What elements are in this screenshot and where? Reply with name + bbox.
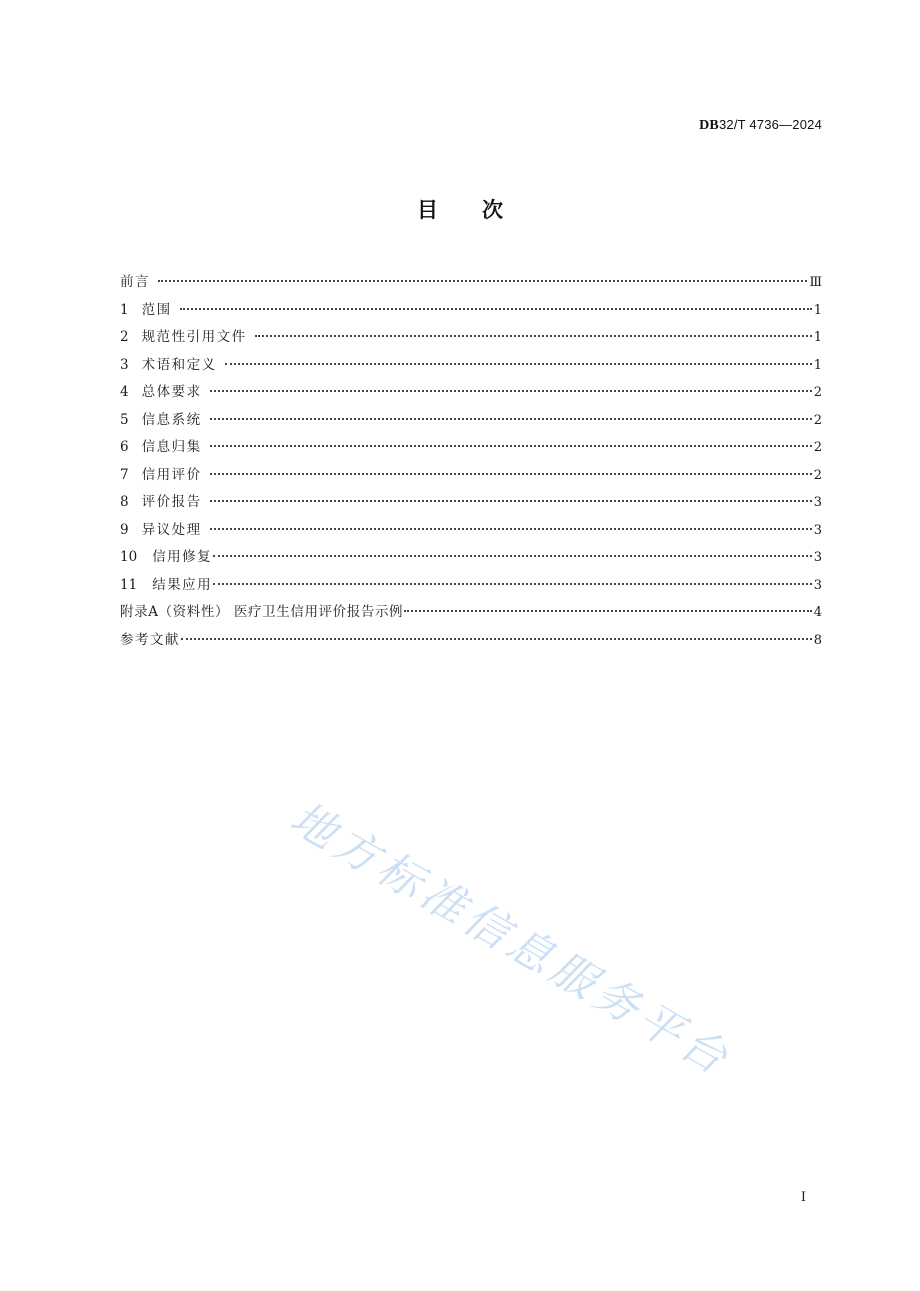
- table-of-contents: [120, 271, 822, 656]
- toc-entry-evaluation-report[interactable]: [120, 491, 822, 519]
- toc-entry-terms[interactable]: [120, 354, 822, 382]
- toc-leader-dots: [404, 610, 812, 612]
- toc-entry-number: 4: [120, 384, 129, 400]
- toc-leader-dots: [213, 583, 812, 585]
- toc-leader-dots: [210, 500, 812, 502]
- toc-entry-label: 11 结果应用: [120, 574, 212, 596]
- standard-code-prefix: DB: [699, 118, 719, 133]
- toc-leader-dots: [210, 473, 812, 475]
- toc-entry-label: 10 信用修复: [120, 546, 212, 568]
- toc-entry-normative-references[interactable]: [120, 326, 822, 354]
- toc-leader-dots: [255, 335, 812, 337]
- toc-entry-information-collection[interactable]: [120, 436, 822, 464]
- toc-leader-dots: [158, 280, 807, 282]
- toc-leader-dots: [210, 528, 812, 530]
- toc-entry-label: 5 信息系统: [120, 409, 202, 431]
- toc-leader-dots: [225, 363, 812, 365]
- toc-entry-label: 参考文献: [120, 631, 180, 648]
- toc-leader-dots: [210, 418, 812, 420]
- toc-entry-result-application[interactable]: [120, 574, 822, 602]
- toc-entry-credit-repair[interactable]: [120, 546, 822, 574]
- toc-entry-objection-handling[interactable]: [120, 519, 822, 547]
- toc-page-number: 8: [813, 632, 822, 648]
- toc-page-number: Ⅲ: [809, 275, 822, 290]
- toc-entry-label: 前言: [120, 274, 150, 290]
- toc-entry-number: 8: [120, 494, 129, 510]
- toc-entry-number: 3: [120, 356, 129, 373]
- toc-page-number: 1: [813, 302, 822, 318]
- toc-entry-number: 9: [120, 521, 129, 538]
- toc-leader-dots: [213, 555, 812, 557]
- toc-entry-label: 9 异议处理: [120, 519, 202, 541]
- toc-entry-appendix-a[interactable]: [120, 601, 822, 629]
- toc-page-number: 3: [813, 550, 822, 565]
- toc-leader-dots: [210, 445, 812, 447]
- toc-page-number: 1: [813, 357, 822, 373]
- page-number: I: [800, 1190, 806, 1205]
- toc-entry-label: 6 信息归集: [120, 436, 202, 458]
- toc-page-number: 1: [813, 330, 822, 345]
- toc-page-number: 2: [813, 412, 822, 428]
- toc-entry-number: 1: [120, 301, 129, 318]
- toc-entry-number: 6: [120, 439, 129, 455]
- toc-entry-scope[interactable]: [120, 299, 822, 327]
- toc-entry-credit-evaluation[interactable]: [120, 464, 822, 492]
- toc-leader-dots: [181, 638, 812, 640]
- toc-entry-label: 7 信用评价: [120, 464, 202, 486]
- toc-entry-foreword[interactable]: [120, 271, 822, 299]
- toc-leader-dots: [180, 308, 812, 310]
- toc-entry-number: 11: [120, 576, 138, 593]
- watermark: 地方标准信息服务平台: [281, 792, 741, 1087]
- toc-entry-number: 7: [120, 466, 129, 483]
- toc-entry-number: 10: [120, 549, 138, 565]
- toc-entry-label: 1 范围: [120, 299, 172, 321]
- toc-entry-label: 3 术语和定义: [120, 354, 217, 376]
- toc-page-number: 3: [813, 577, 822, 593]
- toc-title: 目次: [417, 198, 547, 222]
- standard-code: [699, 117, 822, 134]
- toc-page-number: 2: [813, 467, 822, 483]
- toc-page-number: 2: [813, 385, 822, 400]
- toc-page-number: 2: [813, 440, 822, 455]
- toc-entry-information-system[interactable]: [120, 409, 822, 437]
- toc-leader-dots: [210, 390, 812, 392]
- toc-entry-number: 5: [120, 411, 129, 428]
- toc-entry-label: 4 总体要求: [120, 381, 202, 403]
- toc-entry-general-requirements[interactable]: [120, 381, 822, 409]
- toc-entry-bibliography[interactable]: [120, 629, 822, 657]
- toc-page-number: 4: [813, 605, 822, 620]
- toc-entry-label: 附录A（资料性） 医疗卫生信用评价报告示例: [120, 604, 404, 620]
- toc-entry-label: 2 规范性引用文件: [120, 326, 247, 348]
- toc-entry-number: 2: [120, 329, 129, 345]
- toc-entry-label: 8 评价报告: [120, 491, 202, 513]
- toc-page-number: 3: [813, 522, 822, 538]
- standard-code-number: 32/T 4736—2024: [718, 117, 822, 132]
- toc-page-number: 3: [813, 495, 822, 510]
